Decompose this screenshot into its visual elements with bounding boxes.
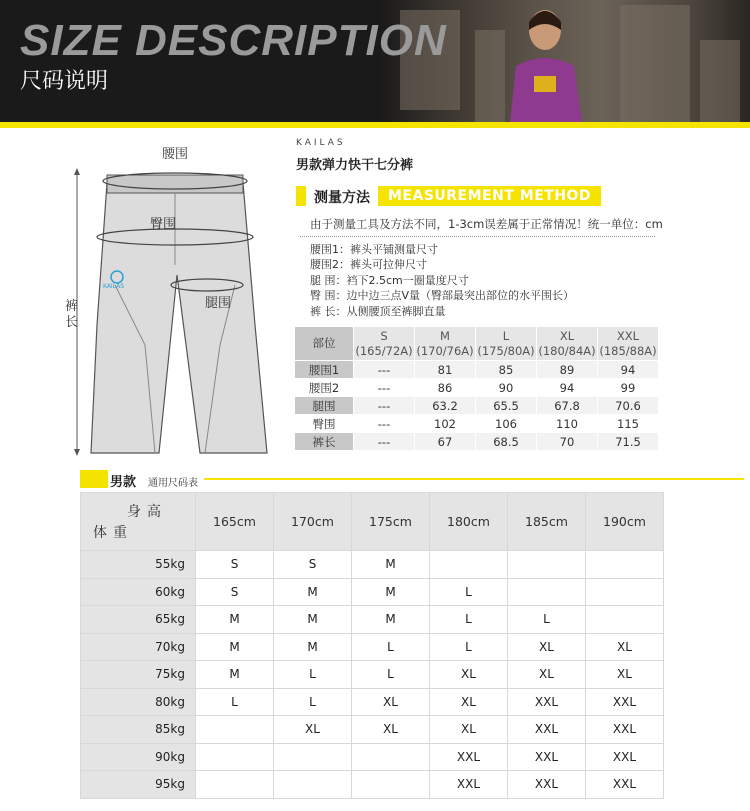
table-cell: XXL bbox=[586, 771, 664, 799]
table-cell: M bbox=[274, 578, 352, 606]
definition-item: 腿 围：裆下2.5cm一圈量度尺寸 bbox=[310, 273, 469, 287]
table-cell bbox=[352, 771, 430, 799]
table-cell: M bbox=[196, 606, 274, 634]
table-header-row bbox=[81, 493, 664, 551]
table-cell: XL bbox=[508, 633, 586, 661]
table-corner bbox=[81, 493, 196, 551]
banner-stripe bbox=[0, 122, 750, 128]
table-row bbox=[295, 415, 659, 433]
table-cell: 65.5 bbox=[476, 397, 537, 415]
row-header: 55kg bbox=[81, 551, 196, 579]
row-header: 腿围 bbox=[295, 397, 354, 415]
table-row bbox=[81, 661, 664, 689]
table-cell: --- bbox=[354, 415, 415, 433]
column-header: 165cm bbox=[196, 493, 274, 551]
table-cell: L bbox=[352, 633, 430, 661]
table-cell: XL bbox=[274, 716, 352, 744]
definition-item: 腰围2：裤头可拉伸尺寸 bbox=[310, 258, 427, 272]
table-row bbox=[81, 743, 664, 771]
heading-bar bbox=[80, 470, 108, 488]
table-cell: XXL bbox=[508, 688, 586, 716]
table-cell: M bbox=[352, 551, 430, 579]
table-row bbox=[81, 633, 664, 661]
header-banner bbox=[0, 0, 750, 122]
table-cell: 63.2 bbox=[415, 397, 476, 415]
label-waist: 腰围 bbox=[162, 147, 189, 162]
table-cell: XL bbox=[508, 661, 586, 689]
table-cell bbox=[508, 551, 586, 579]
row-header: 85kg bbox=[81, 716, 196, 744]
table-cell: XL bbox=[352, 688, 430, 716]
table-row bbox=[81, 771, 664, 799]
table-cell: --- bbox=[354, 433, 415, 451]
column-header: S (165/72A) bbox=[354, 327, 415, 361]
column-header: 175cm bbox=[352, 493, 430, 551]
product-title: 男款弹力快干七分裤 bbox=[296, 158, 414, 173]
table-cell: 81 bbox=[415, 361, 476, 379]
table-cell: 99 bbox=[598, 379, 659, 397]
table-cell: XXL bbox=[508, 743, 586, 771]
table-cell bbox=[196, 743, 274, 771]
table-cell: XL bbox=[430, 716, 508, 744]
table-cell: XL bbox=[430, 688, 508, 716]
table-cell: XXL bbox=[508, 771, 586, 799]
table-cell: S bbox=[196, 578, 274, 606]
table-cell: 110 bbox=[537, 415, 598, 433]
label-hip: 臀围 bbox=[150, 217, 177, 232]
column-header: XL (180/84A) bbox=[537, 327, 598, 361]
table-cell: 67 bbox=[415, 433, 476, 451]
table-cell: L bbox=[430, 633, 508, 661]
table-cell: M bbox=[352, 606, 430, 634]
row-header: 95kg bbox=[81, 771, 196, 799]
table-row bbox=[81, 716, 664, 744]
table-cell bbox=[274, 743, 352, 771]
row-header: 裤长 bbox=[295, 433, 354, 451]
measurement-note: 由于测量工具及方法不同，1-3cm误差属于正常情况！统一单位：cm bbox=[310, 217, 663, 231]
definition-item: 腰围1：裤头平铺测量尺寸 bbox=[310, 243, 438, 256]
label-length-top: 裤 bbox=[65, 299, 79, 314]
table-cell: 70.6 bbox=[598, 397, 659, 415]
diagram-logo: KAILAS bbox=[103, 283, 125, 290]
table-row bbox=[81, 578, 664, 606]
table-cell: M bbox=[352, 578, 430, 606]
table-cell: S bbox=[196, 551, 274, 579]
table-cell bbox=[274, 771, 352, 799]
label-length-bottom: 长 bbox=[65, 315, 79, 330]
measurement-table bbox=[294, 326, 659, 451]
measurement-heading bbox=[296, 186, 666, 206]
table-cell: 67.8 bbox=[537, 397, 598, 415]
table-cell bbox=[586, 606, 664, 634]
row-header: 75kg bbox=[81, 661, 196, 689]
table-cell: L bbox=[196, 688, 274, 716]
table-cell: 68.5 bbox=[476, 433, 537, 451]
row-header: 腰围1 bbox=[295, 361, 354, 379]
table-cell: M bbox=[274, 633, 352, 661]
banner-title: SIZE DESCRIPTION bbox=[20, 16, 447, 65]
table-cell: L bbox=[430, 578, 508, 606]
table-cell: L bbox=[352, 661, 430, 689]
column-header: M (170/76A) bbox=[415, 327, 476, 361]
label-thigh: 腿围 bbox=[205, 296, 232, 311]
table-cell: L bbox=[274, 661, 352, 689]
row-header: 腰围2 bbox=[295, 379, 354, 397]
column-header: 170cm bbox=[274, 493, 352, 551]
size-chart-heading bbox=[80, 470, 740, 488]
measurement-heading-en: MEASUREMENT METHOD bbox=[378, 186, 601, 206]
table-row bbox=[295, 379, 659, 397]
table-cell: 71.5 bbox=[598, 433, 659, 451]
model-photo bbox=[490, 0, 600, 122]
table-cell: --- bbox=[354, 361, 415, 379]
table-cell: 89 bbox=[537, 361, 598, 379]
table-cell: 94 bbox=[537, 379, 598, 397]
table-corner: 部位 bbox=[295, 327, 354, 361]
size-chart-body bbox=[81, 551, 664, 799]
definition-item: 臀 围：边中边三点V量（臀部最突出部位的水平围长） bbox=[310, 289, 575, 303]
table-cell bbox=[196, 716, 274, 744]
pants-diagram bbox=[55, 135, 295, 465]
table-header-row bbox=[295, 327, 659, 361]
table-cell: 85 bbox=[476, 361, 537, 379]
table-row bbox=[81, 551, 664, 579]
table-cell: 102 bbox=[415, 415, 476, 433]
table-cell: XL bbox=[430, 661, 508, 689]
table-cell bbox=[352, 743, 430, 771]
table-cell bbox=[586, 551, 664, 579]
table-cell: 90 bbox=[476, 379, 537, 397]
measurement-heading-cn: 测量方法 bbox=[314, 190, 370, 206]
table-cell: --- bbox=[354, 397, 415, 415]
table-cell: L bbox=[430, 606, 508, 634]
row-header: 臀围 bbox=[295, 415, 354, 433]
definition-item: 裤 长：从侧腰顶至裤脚直量 bbox=[310, 304, 446, 318]
table-cell: 106 bbox=[476, 415, 537, 433]
table-cell: XL bbox=[352, 716, 430, 744]
dotted-divider bbox=[300, 236, 655, 237]
table-cell: XXL bbox=[586, 716, 664, 744]
table-cell: 86 bbox=[415, 379, 476, 397]
column-header: L (175/80A) bbox=[476, 327, 537, 361]
table-cell: --- bbox=[354, 379, 415, 397]
row-header: 70kg bbox=[81, 633, 196, 661]
table-cell: M bbox=[196, 661, 274, 689]
table-cell bbox=[430, 551, 508, 579]
column-header: 180cm bbox=[430, 493, 508, 551]
table-row bbox=[295, 361, 659, 379]
table-cell: XXL bbox=[586, 688, 664, 716]
heading-bar bbox=[296, 186, 306, 206]
table-cell: XL bbox=[586, 661, 664, 689]
table-row bbox=[295, 433, 659, 451]
pants-illustration bbox=[55, 135, 295, 465]
table-cell: 94 bbox=[598, 361, 659, 379]
table-cell bbox=[196, 771, 274, 799]
table-cell: S bbox=[274, 551, 352, 579]
table-cell: M bbox=[274, 606, 352, 634]
column-header: XXL (185/88A) bbox=[598, 327, 659, 361]
table-cell bbox=[586, 578, 664, 606]
row-header: 80kg bbox=[81, 688, 196, 716]
table-row bbox=[295, 397, 659, 415]
corner-height-label: 身高 bbox=[127, 504, 167, 520]
table-cell: 115 bbox=[598, 415, 659, 433]
size-chart-subtitle: 通用尺码表 bbox=[148, 478, 198, 489]
table-cell: XXL bbox=[430, 771, 508, 799]
table-cell: L bbox=[508, 606, 586, 634]
table-cell: XL bbox=[586, 633, 664, 661]
row-header: 65kg bbox=[81, 606, 196, 634]
heading-line bbox=[204, 478, 744, 480]
table-cell bbox=[508, 578, 586, 606]
table-cell: XXL bbox=[586, 743, 664, 771]
size-chart-title: 男款 bbox=[110, 475, 137, 490]
row-header: 90kg bbox=[81, 743, 196, 771]
table-row bbox=[81, 606, 664, 634]
table-cell: XXL bbox=[430, 743, 508, 771]
banner-subtitle: 尺码说明 bbox=[20, 69, 109, 94]
table-row bbox=[81, 688, 664, 716]
table-cell: XXL bbox=[508, 716, 586, 744]
corner-weight-label: 体重 bbox=[93, 525, 133, 541]
table-cell: 70 bbox=[537, 433, 598, 451]
column-header: 185cm bbox=[508, 493, 586, 551]
table-cell: L bbox=[274, 688, 352, 716]
column-header: 190cm bbox=[586, 493, 664, 551]
row-header: 60kg bbox=[81, 578, 196, 606]
measurement-definitions bbox=[310, 242, 574, 319]
brand-name: KAILAS bbox=[296, 138, 346, 148]
table-cell: M bbox=[196, 633, 274, 661]
size-chart-table bbox=[80, 492, 664, 799]
